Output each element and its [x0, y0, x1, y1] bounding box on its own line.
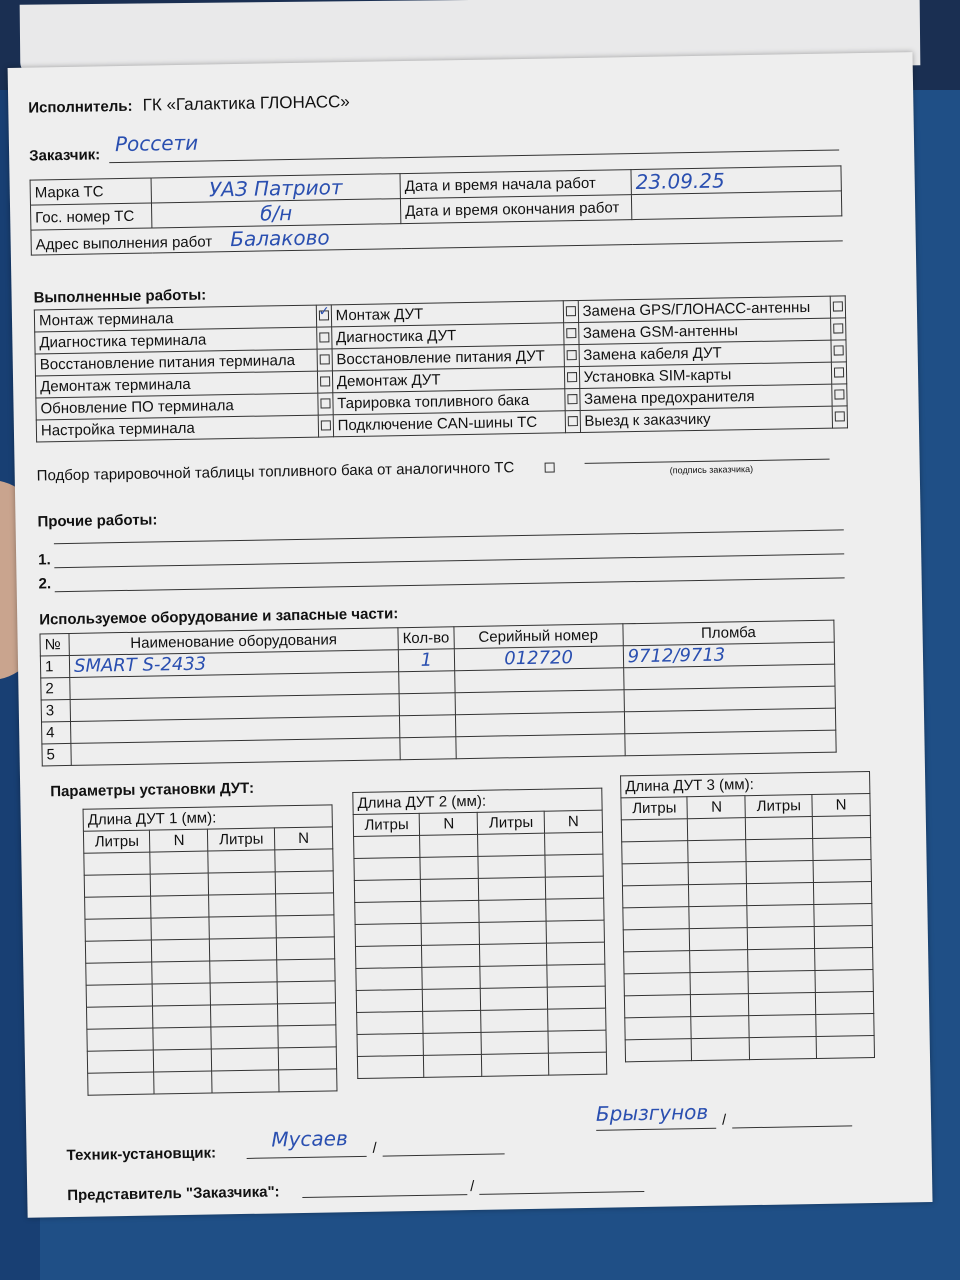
dut-cell — [211, 1026, 278, 1049]
checkbox-icon — [545, 462, 555, 472]
equipment-header-qty: Кол-во — [398, 627, 454, 650]
dut-cell — [210, 938, 277, 961]
dut-cell — [151, 895, 209, 918]
dut-cell — [277, 959, 335, 982]
dut-cell — [208, 850, 275, 873]
work-checkbox[interactable] — [563, 301, 578, 323]
equipment-cell-num — [40, 655, 69, 678]
dut-table-title: Длина ДУТ 3 (мм): — [621, 772, 870, 798]
dut-table-title: Длина ДУТ 1 (мм): — [83, 805, 332, 831]
checkbox-icon — [566, 350, 576, 360]
checkbox-icon — [320, 398, 330, 408]
dut-cell — [814, 903, 872, 926]
work-checkbox[interactable] — [316, 327, 331, 349]
equipment-cell-num — [41, 699, 70, 722]
dut-cell — [151, 917, 209, 940]
dut-cell — [546, 898, 604, 921]
dut-cell — [690, 928, 748, 951]
dut-cell — [547, 986, 605, 1009]
dut-cell — [88, 1072, 155, 1095]
work-label: Выезд к заказчику — [580, 406, 833, 432]
dut-cell — [480, 921, 547, 944]
dut-table-2 — [352, 788, 607, 1079]
work-label: Демонтаж терминала — [35, 371, 317, 398]
dut-cell — [690, 950, 748, 973]
dut-cell — [85, 918, 152, 941]
equipment-cell-serial — [455, 712, 624, 737]
dut-cell — [86, 962, 153, 985]
dut-cell — [150, 851, 208, 874]
checkbox-icon — [566, 328, 576, 338]
equipment-cell-qty — [399, 693, 455, 716]
work-label: Подключение CAN-шины ТС — [333, 411, 565, 437]
customer-rep-signature: Брызгунов — [595, 1099, 709, 1126]
checkbox-icon — [834, 389, 844, 399]
dut-cell — [478, 833, 545, 856]
checkbox-icon — [567, 394, 577, 404]
dut-cell — [480, 943, 547, 966]
customer-rep-label: Представитель "Заказчика": — [67, 1183, 280, 1205]
equipment-cell-serial — [454, 646, 623, 671]
customer-rep-sign-line — [596, 1128, 716, 1131]
dut-cell — [689, 884, 747, 907]
dut-header-liters: Литры — [353, 813, 420, 836]
customer-label: Заказчик: — [28, 146, 101, 165]
checkbox-icon — [319, 332, 329, 342]
work-label: Тарировка топливного бака — [333, 389, 565, 415]
dut-cell — [278, 1025, 336, 1048]
dut-cell — [692, 1038, 750, 1061]
dut-cell — [622, 863, 689, 886]
dut-cell — [152, 939, 210, 962]
checkbox-icon — [320, 376, 330, 386]
dut-cell — [546, 920, 604, 943]
technician-slash: / — [372, 1139, 377, 1157]
dut-cell — [279, 1069, 337, 1092]
dut-header-n: N — [150, 829, 208, 852]
work-checkbox[interactable] — [317, 371, 332, 393]
work-order-form — [8, 52, 933, 1218]
dut-cell — [421, 900, 479, 923]
dut-cell — [625, 1039, 692, 1062]
other-work-2-line — [55, 577, 845, 592]
work-label: Восстановление питания ДУТ — [332, 345, 564, 371]
dut-header-n: N — [544, 810, 602, 833]
dut-cell — [357, 1033, 424, 1056]
dut-header-liters: Литры — [208, 828, 275, 851]
dut-cell — [151, 873, 209, 896]
work-label: Замена кабеля ДУТ — [579, 340, 832, 366]
dut-cell — [481, 987, 548, 1010]
dut-cell — [277, 1003, 335, 1026]
dut-header-liters: Литры — [478, 811, 545, 834]
dut-table-title: Длина ДУТ 2 (мм): — [353, 788, 602, 814]
executor-label: Исполнитель: — [28, 97, 133, 117]
dut-cell — [746, 839, 813, 862]
address-value: Балаково — [230, 225, 330, 252]
dut-cell — [545, 876, 603, 899]
dut-cell — [747, 861, 814, 884]
dut-cell — [747, 905, 814, 928]
dut-cell — [691, 994, 749, 1017]
work-label: Монтаж ДУТ — [331, 301, 563, 327]
equipment-value-serial: 012720 — [504, 647, 574, 670]
dut-cell — [422, 922, 480, 945]
equipment-value-qty: 1 — [420, 649, 433, 671]
customer-rep-slash-2: / — [470, 1177, 475, 1196]
equipment-header-name: Наименование оборудования — [69, 628, 398, 656]
checkbox-icon — [833, 323, 843, 333]
dut-table-1 — [83, 804, 338, 1095]
dut-cell — [354, 835, 421, 858]
dut-cell — [212, 1070, 279, 1093]
dut-cell — [154, 1049, 212, 1072]
dut-cell — [812, 816, 870, 839]
work-label: Диагностика ДУТ — [331, 323, 563, 349]
dut-cell — [481, 1031, 548, 1054]
equipment-header-num: № — [40, 633, 69, 656]
equipment-value-num: 3 — [45, 702, 55, 720]
brand-label: Марка ТС — [30, 178, 151, 205]
dut-cell — [815, 947, 873, 970]
equipment-cell-serial — [454, 668, 623, 693]
dut-cell — [422, 944, 480, 967]
dut-cell — [624, 995, 691, 1018]
dut-cell — [622, 841, 689, 864]
dut-cell — [748, 970, 815, 993]
dut-cell — [357, 1055, 424, 1078]
dut-cell — [357, 1011, 424, 1034]
work-label: Восстановление питания терминала — [35, 349, 317, 376]
customer-signature-line — [585, 459, 830, 464]
dut-cell — [689, 862, 747, 885]
customer-rep-line-2 — [479, 1191, 644, 1195]
dut-cell — [622, 885, 689, 908]
dut-cell — [691, 1016, 749, 1039]
dut-cell — [355, 923, 422, 946]
dut-header-liters: Литры — [83, 830, 150, 853]
dut-cell — [420, 834, 478, 857]
dut-cell — [276, 915, 334, 938]
signature-caption: (подпись заказчика) — [669, 463, 754, 476]
work-checkbox[interactable] — [318, 393, 333, 415]
equipment-cell-name — [71, 738, 400, 766]
checkbox-icon — [319, 354, 329, 364]
start-value: 23.09.25 — [635, 168, 725, 194]
work-checkbox[interactable] — [832, 406, 847, 428]
dut-cell — [209, 894, 276, 917]
dut-cell — [278, 1047, 336, 1070]
checkbox-icon — [833, 301, 843, 311]
dut-header-n: N — [812, 794, 870, 817]
plate-label: Гос. номер ТС — [30, 203, 151, 230]
works-table — [34, 295, 848, 442]
dut-cell — [423, 1032, 481, 1055]
dut-cell — [423, 988, 481, 1011]
work-checkbox[interactable] — [832, 384, 847, 406]
equipment-value-num: 2 — [45, 680, 54, 698]
dut-cell — [479, 877, 546, 900]
dut-cell — [424, 1054, 482, 1077]
dut-cell — [814, 925, 872, 948]
checkbox-icon — [321, 420, 331, 430]
work-checkbox[interactable] — [317, 349, 332, 371]
customer-rep-line-1 — [302, 1194, 467, 1198]
checkbox-icon — [834, 367, 844, 377]
checkbox-icon — [834, 345, 844, 355]
start-label: Дата и время начала работ — [400, 170, 631, 199]
dut-cell — [623, 907, 690, 930]
work-checkbox[interactable] — [831, 340, 846, 362]
work-label: Настройка терминала — [36, 415, 318, 442]
work-checkbox[interactable] — [316, 305, 331, 327]
dut-cell — [481, 1009, 548, 1032]
dut-cell — [153, 1005, 211, 1028]
checkbox-icon — [567, 416, 577, 426]
equipment-cell-qty — [400, 737, 456, 760]
dut-cell — [688, 840, 746, 863]
dut-cell — [478, 855, 545, 878]
dut-cell — [423, 1010, 481, 1033]
dut-header-n: N — [274, 827, 332, 850]
dut-cell — [275, 849, 333, 872]
dut-cell — [548, 1052, 606, 1075]
dut-cell — [623, 929, 690, 952]
dut-cell — [354, 879, 421, 902]
equipment-header-seal: Пломба — [623, 620, 835, 646]
dut-cell — [547, 964, 605, 987]
work-checkbox[interactable] — [565, 411, 580, 433]
dut-cell — [749, 992, 816, 1015]
equipment-value-num: 1 — [44, 658, 54, 676]
vehicle-table — [30, 165, 843, 255]
dut-cell — [548, 1008, 606, 1031]
work-label: Монтаж терминала — [34, 305, 316, 332]
works-title: Выполненные работы: — [33, 286, 207, 307]
customer-rep-slash: / — [721, 1111, 727, 1129]
dut-cell — [813, 881, 871, 904]
work-label: Замена предохранителя — [579, 384, 832, 410]
technician-name-line — [383, 1153, 505, 1156]
check-mark-icon: ✓ — [318, 303, 330, 319]
other-work-1-line — [54, 553, 844, 568]
dut-header-n: N — [687, 796, 745, 819]
dut-cell — [86, 984, 153, 1007]
dut-cell — [548, 1030, 606, 1053]
work-checkbox[interactable] — [564, 367, 579, 389]
equipment-cell-seal — [624, 730, 836, 756]
dut-cell — [354, 857, 421, 880]
work-label: Замена GSM-антенны — [578, 318, 831, 344]
technician-sign-line — [247, 1156, 367, 1159]
dut-cell — [153, 1027, 211, 1050]
dut-header-liters: Литры — [745, 795, 812, 818]
dut-cell — [420, 856, 478, 879]
dut-cell — [275, 871, 333, 894]
checkbox-icon — [565, 306, 575, 316]
work-label: Установка SIM-карты — [579, 362, 832, 388]
work-checkbox[interactable] — [564, 345, 579, 367]
dut-cell — [546, 942, 604, 965]
equipment-cell-qty — [398, 649, 454, 672]
dut-cell — [750, 1036, 817, 1059]
dut-cell — [421, 878, 479, 901]
equipment-value-seal: 9712/9713 — [627, 644, 726, 668]
work-checkbox[interactable] — [563, 323, 578, 345]
equipment-value-num: 4 — [46, 724, 55, 742]
work-label: Обновление ПО терминала — [36, 393, 318, 420]
dut-cell — [624, 951, 691, 974]
dut-cell — [276, 937, 334, 960]
equipment-table — [39, 620, 836, 767]
dut-cell — [545, 854, 603, 877]
dut-params-title: Параметры установки ДУТ: — [50, 779, 255, 801]
dut-cell — [747, 883, 814, 906]
dut-cell — [621, 819, 688, 842]
start-cell — [631, 166, 841, 195]
dut-cell — [87, 1028, 154, 1051]
dut-cell — [212, 1048, 279, 1071]
dut-cell — [545, 832, 603, 855]
dut-cell — [690, 972, 748, 995]
dut-cell — [87, 1006, 154, 1029]
dut-cell — [624, 973, 691, 996]
executor-value: ГК «Галактика ГЛОНАСС» — [142, 91, 350, 115]
address-label: Адрес выполнения работ — [35, 233, 213, 254]
dut-row — [357, 1052, 606, 1078]
dut-row — [625, 1035, 874, 1061]
executor-row — [28, 92, 350, 118]
dut-cell — [625, 1017, 692, 1040]
end-value — [631, 191, 841, 220]
plate-value: б/н — [259, 201, 293, 226]
dut-cell — [84, 852, 151, 875]
technician-label: Техник-установщик: — [66, 1144, 217, 1165]
dut-cell — [154, 1071, 212, 1094]
customer-rep-name-line — [732, 1125, 852, 1128]
dut-cell — [84, 874, 151, 897]
customer-value: Россети — [114, 130, 199, 157]
tank-table-selection-checkbox[interactable] — [545, 459, 555, 477]
dut-cell — [209, 916, 276, 939]
dut-cell — [85, 940, 152, 963]
brand-value: УАЗ Патриот — [208, 175, 343, 202]
equipment-header-serial: Серийный номер — [454, 624, 623, 649]
dut-cell — [209, 872, 276, 895]
equipment-cell-qty — [399, 671, 455, 694]
work-checkbox[interactable] — [831, 362, 846, 384]
work-label: Диагностика терминала — [35, 327, 317, 354]
other-work-1-label: 1. — [38, 551, 51, 569]
work-checkbox[interactable] — [564, 389, 579, 411]
other-work-2-label: 2. — [38, 575, 52, 593]
dut-cell — [355, 945, 422, 968]
dut-table-3 — [620, 771, 875, 1062]
dut-cell — [355, 901, 422, 924]
work-checkbox[interactable] — [318, 415, 333, 437]
checkmark-icon — [318, 303, 330, 320]
dut-cell — [815, 991, 873, 1014]
dut-cell — [152, 961, 210, 984]
dut-header-n: N — [420, 812, 478, 835]
equipment-cell-num — [42, 721, 71, 744]
end-label: Дата и время окончания работ — [400, 195, 631, 224]
work-checkbox[interactable] — [830, 296, 845, 318]
checkbox-icon — [835, 411, 845, 421]
dut-cell — [479, 899, 546, 922]
dut-cell — [211, 1004, 278, 1027]
dut-cell — [813, 859, 871, 882]
checkbox-icon — [567, 372, 577, 382]
equipment-cell-num — [41, 677, 70, 700]
dut-cell — [815, 969, 873, 992]
tank-table-selection-label: Подбор тарировочной таблицы топливного бака от аналогичного ТС — [36, 459, 515, 485]
dut-cell — [356, 967, 423, 990]
equipment-cell-qty — [399, 715, 455, 738]
customer-line — [109, 149, 839, 163]
dut-cell — [85, 896, 152, 919]
dut-cell — [422, 966, 480, 989]
dut-cell — [816, 1013, 874, 1036]
dut-cell — [276, 893, 334, 916]
other-works-title: Прочие работы: — [37, 511, 158, 531]
equipment-title: Используемое оборудование и запасные части: — [39, 605, 399, 629]
dut-cell — [813, 837, 871, 860]
dut-cell — [482, 1053, 549, 1076]
dut-cell — [748, 948, 815, 971]
dut-cell — [277, 981, 335, 1004]
dut-cell — [689, 906, 747, 929]
dut-cell — [746, 817, 813, 840]
dut-cell — [211, 982, 278, 1005]
dut-cell — [356, 989, 423, 1012]
work-checkbox[interactable] — [831, 318, 846, 340]
equipment-cell-serial — [455, 734, 624, 759]
dut-cell — [748, 926, 815, 949]
dut-row — [88, 1069, 337, 1095]
dut-header-liters: Литры — [621, 797, 688, 820]
technician-signature: Мусаев — [271, 1126, 348, 1152]
equipment-value-num: 5 — [46, 746, 56, 764]
dut-cell — [210, 960, 277, 983]
other-works-line-top — [54, 529, 844, 544]
work-label: Демонтаж ДУТ — [332, 367, 564, 393]
dut-cell — [480, 965, 547, 988]
work-label: Замена GPS/ГЛОНАСС-антенны — [578, 296, 831, 322]
equipment-cell-num — [42, 743, 71, 766]
equipment-cell-serial — [455, 690, 624, 715]
dut-cell — [749, 1014, 816, 1037]
dut-cell — [688, 818, 746, 841]
dut-cell — [87, 1050, 154, 1073]
dut-cell — [816, 1035, 874, 1058]
dut-cell — [153, 983, 211, 1006]
equipment-value-name: SMART S-2433 — [73, 653, 207, 677]
